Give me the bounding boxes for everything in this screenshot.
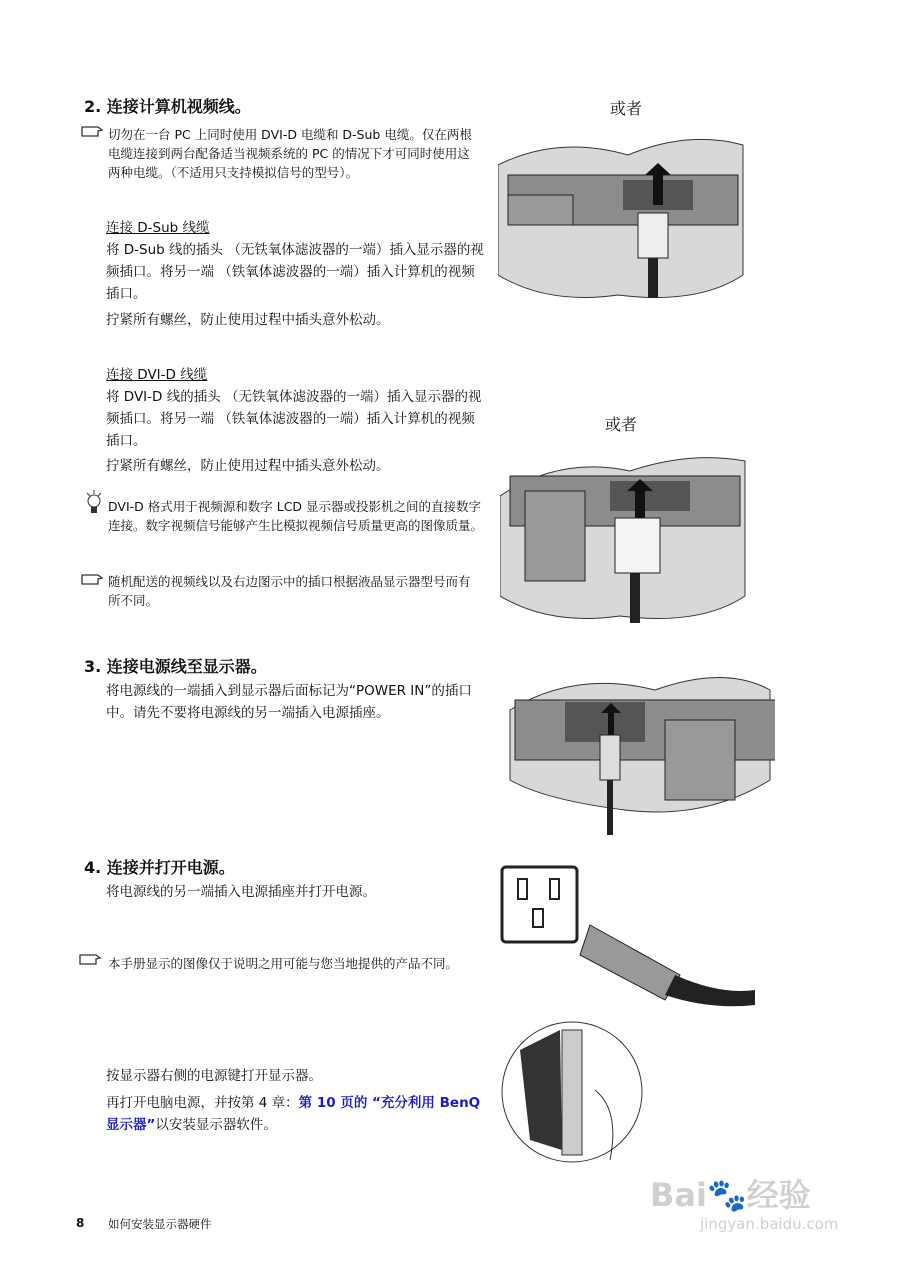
watermark-url: jingyan.baidu.com (700, 1215, 839, 1233)
tip-dvi: DVI-D 格式用于视频源和数字 LCD 显示器或投影机之间的直接数字连接。数字视频信号能够产生比模拟视频信号质量更高的图像质量。 (108, 499, 484, 533)
dvi-title: 连接 DVI-D 线缆 (106, 367, 208, 383)
step4-heading: 4. 连接并打开电源。 (84, 858, 235, 877)
page-number: 8 (76, 1216, 85, 1230)
step3-text: 将电源线的一端插入到显示器后面标记为“POWER IN”的插口中。请先不要将电源线的另一端插入电源插座。 (106, 683, 472, 721)
watermark-logo: Bai🐾经验 (650, 1176, 811, 1214)
note-cable-variance: 随机配送的视频线以及右边图示中的插口根据液晶显示器型号而有所不同。 (108, 574, 471, 608)
lightbulb-icon (84, 488, 104, 516)
chapter-title: 如何安装显示器硬件 (108, 1217, 212, 1231)
note-image-illustrative: 本手册显示的图像仅于说明之用可能与您当地提供的产品不同。 (108, 956, 459, 971)
dsub-screw: 拧紧所有螺丝，防止使用过程中插头意外松动。 (106, 312, 390, 328)
dsub-connection-illustration (498, 135, 748, 305)
pointing-hand-icon (80, 572, 104, 586)
step4-text: 将电源线的另一端插入电源插座并打开电源。 (106, 884, 376, 900)
link-page-10[interactable]: 第 10 页的 “充分利用 BenQ 显示器” (106, 1095, 481, 1133)
power-button-illustration (500, 1020, 645, 1165)
note-no-dual-cable: 切勿在一台 PC 上同时使用 DVI-D 电缆和 D-Sub 电缆。仅在两根电缆连接到两台配备适当视频系统的 PC 的情况下才可同时使用这两种电缆。（不适用只支持模拟信号的型号）。 (108, 127, 472, 180)
pointing-hand-icon (78, 952, 102, 966)
power-in-illustration (505, 670, 775, 840)
dvi-text: 将 DVI-D 线的插头 （无铁氧体滤波器的一端）插入显示器的视频插口。将另一端 （铁氧体滤波器的一端）插入计算机的视频插口。 (106, 389, 482, 449)
step2-heading: 2. 连接计算机视频线。 (84, 97, 251, 116)
press-power-text: 按显示器右侧的电源键打开显示器。 (106, 1068, 322, 1084)
dsub-text: 将 D-Sub 线的插头 （无铁氧体滤波器的一端）插入显示器的视频插口。将另一端 （铁氧体滤波器的一端）插入计算机的视频插口。 (106, 242, 484, 302)
dvi-screw: 拧紧所有螺丝，防止使用过程中插头意外松动。 (106, 458, 390, 474)
dvi-connection-illustration (500, 456, 750, 626)
wall-outlet-illustration (500, 865, 755, 1010)
step3-heading: 3. 连接电源线至显示器。 (84, 657, 267, 676)
or-label: 或者 (610, 99, 643, 118)
dsub-title: 连接 D-Sub 线缆 (106, 220, 210, 236)
or-label: 或者 (605, 415, 638, 434)
pointing-hand-icon (80, 124, 104, 138)
turn-on-pc-text: 再打开电脑电源，并按第 4 章：第 10 页的 “充分利用 BenQ 显示器”以安装显示器软件。 (106, 1095, 481, 1133)
